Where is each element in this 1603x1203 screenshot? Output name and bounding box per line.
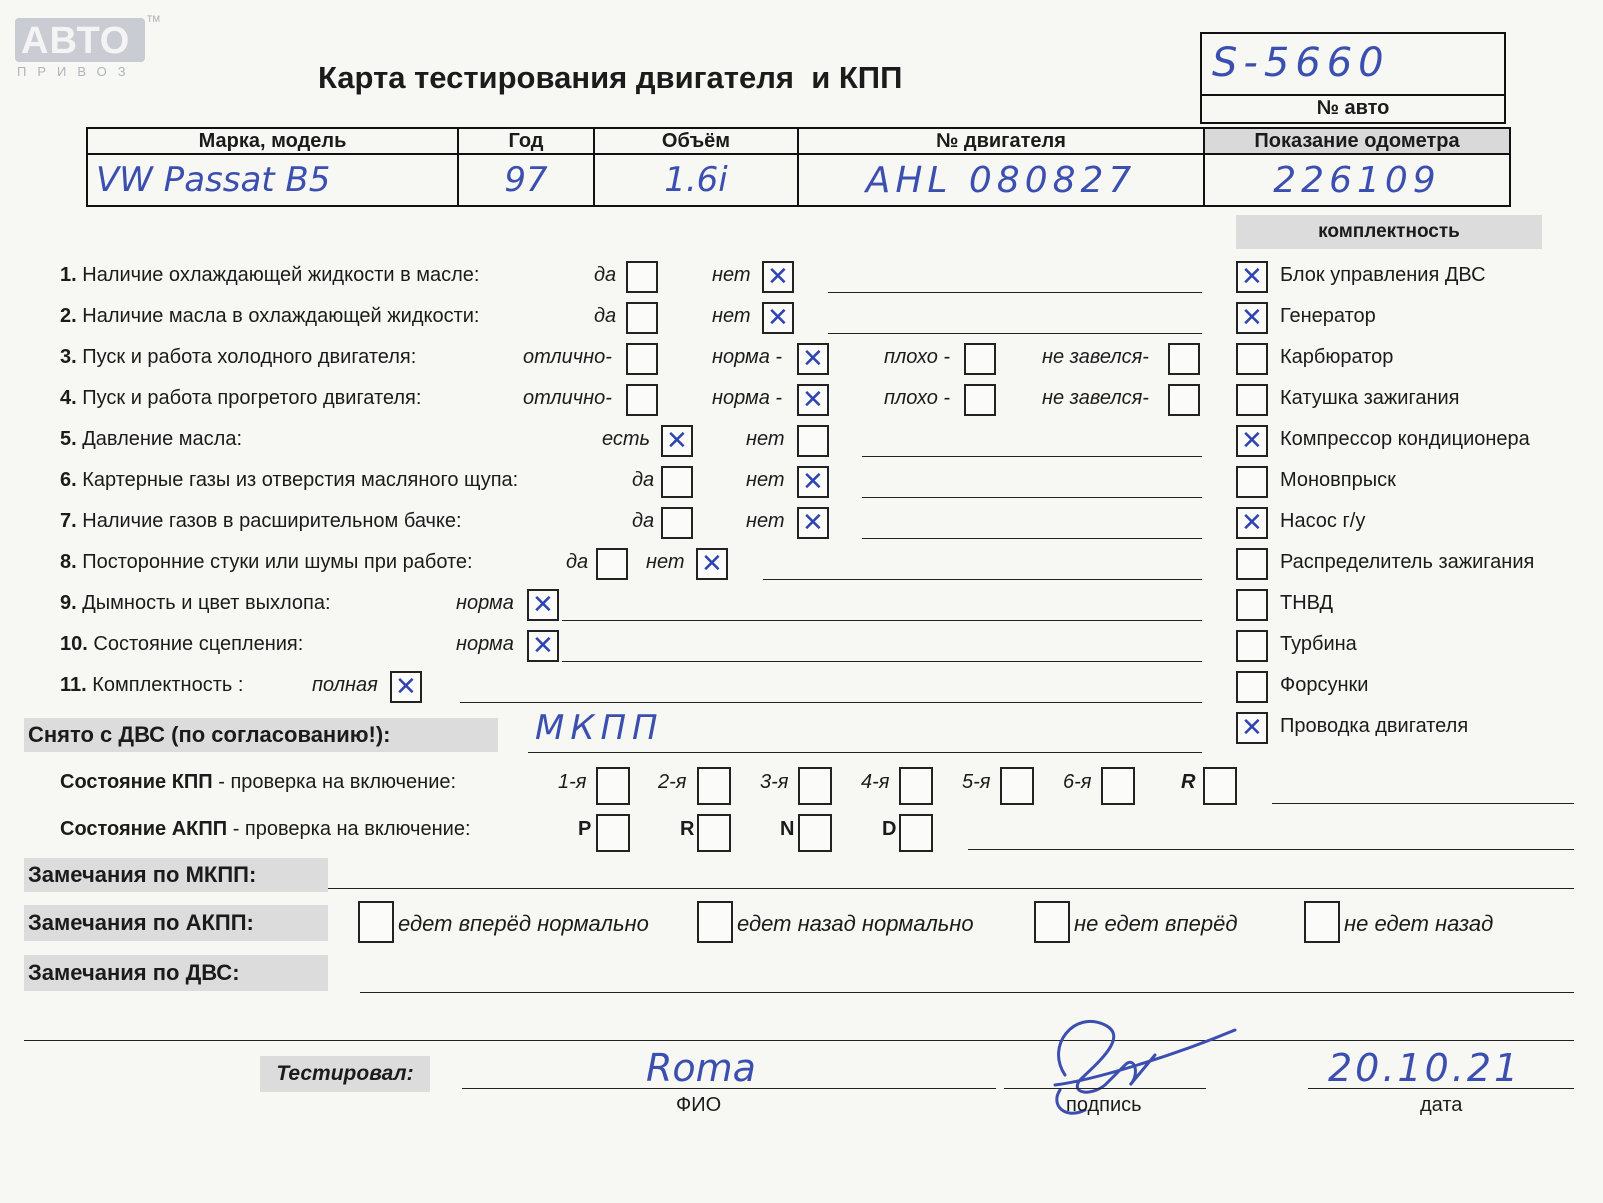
completeness-checkbox-generator[interactable] (1236, 302, 1268, 334)
q1-no-checkbox[interactable] (762, 261, 794, 293)
q8-yes-label: да (566, 551, 589, 573)
akpp-gear-d-label: D (882, 818, 897, 840)
kpp-gear-1-checkbox[interactable] (596, 767, 630, 805)
q10-normal-label: норма (456, 633, 514, 655)
akpp-forward-normal-checkbox[interactable] (358, 901, 394, 943)
q3-normal-label: норма - (712, 346, 783, 368)
akpp-gear-n-label: N (780, 818, 795, 840)
q11-full-label: полная (312, 674, 378, 696)
col-year: Год (458, 128, 594, 154)
completeness-checkbox-mono-injection[interactable] (1236, 466, 1268, 498)
question-5: 5. Давление масла: (60, 428, 242, 450)
q5-present-label: есть (602, 428, 651, 450)
vehicle-header-table (86, 127, 1511, 207)
tested-by-label: Тестировал: (260, 1056, 430, 1092)
q3-normal-checkbox[interactable] (797, 343, 829, 375)
q7-yes-label: да (632, 510, 655, 532)
q3-excellent-label: отлично- (523, 346, 612, 368)
q11-notes-line[interactable] (460, 702, 1202, 703)
name-line[interactable] (462, 1088, 996, 1089)
akpp-reverse-normal-checkbox[interactable] (697, 901, 733, 943)
q4-not-started-checkbox[interactable] (1168, 384, 1200, 416)
completeness-label-ps-pump: Насос г/у (1280, 510, 1366, 532)
akpp-no-forward-label: не едет вперёд (1074, 911, 1238, 936)
completeness-checkbox-ignition-coil[interactable] (1236, 384, 1268, 416)
question-11: 11. Комплектность : (60, 674, 244, 696)
col-odometer: Показание одометра (1204, 128, 1510, 154)
question-9: 9. Дымность и цвет выхлопа: (60, 592, 331, 614)
q2-no-checkbox[interactable] (762, 302, 794, 334)
kpp-gear-r-label: R (1181, 771, 1196, 793)
akpp-gear-r-label: R (680, 818, 695, 840)
q10-notes-line[interactable] (562, 661, 1202, 662)
remarks-dvs-label: Замечания по ДВС: (24, 955, 328, 991)
akpp-gear-p-checkbox[interactable] (596, 814, 630, 852)
question-6: 6. Картерные газы из отверстия масляного щупа: (60, 469, 519, 491)
engine-number-value: AHL 080827 (865, 159, 1137, 201)
signature-line[interactable] (1004, 1088, 1206, 1089)
q6-no-label: нет (746, 469, 785, 491)
q11-full-checkbox[interactable] (390, 671, 422, 703)
q1-no-label: нет (712, 264, 751, 286)
kpp-gear-3-label: 3-я (760, 771, 789, 793)
akpp-gear-d-checkbox[interactable] (899, 814, 933, 852)
brand-logo-text: АВТО (21, 20, 131, 62)
q2-no-label: нет (712, 305, 751, 327)
q9-normal-checkbox[interactable] (527, 589, 559, 621)
q2-yes-checkbox[interactable] (626, 302, 658, 334)
kpp-gear-5-checkbox[interactable] (1000, 767, 1034, 805)
q4-excellent-label: отлично- (523, 387, 612, 409)
brand-logo (15, 18, 145, 62)
tester-name: Roma (646, 1046, 756, 1090)
date-caption: дата (1420, 1094, 1463, 1116)
completeness-checkbox-ecu[interactable] (1236, 261, 1268, 293)
completeness-label-generator: Генератор (1280, 305, 1376, 327)
completeness-checkbox-carburetor[interactable] (1236, 343, 1268, 375)
q5-notes-line[interactable] (862, 456, 1202, 457)
volume-value: 1.6i (664, 160, 728, 200)
q3-not-started-label: не завелся- (1042, 346, 1149, 368)
q3-bad-checkbox[interactable] (964, 343, 996, 375)
completeness-label-mono-injection: Моновпрыск (1280, 469, 1396, 491)
completeness-label-carburetor: Карбюратор (1280, 346, 1394, 368)
kpp-gear-r-checkbox[interactable] (1203, 767, 1237, 805)
question-7: 7. Наличие газов в расширительном бачке: (60, 510, 462, 532)
completeness-checkbox-injectors[interactable] (1236, 671, 1268, 703)
kpp-gear-4-checkbox[interactable] (899, 767, 933, 805)
akpp-reverse-normal-label: едет назад нормально (737, 911, 974, 936)
completeness-label-distributor: Распределитель зажигания (1280, 551, 1535, 573)
q4-normal-label: норма - (712, 387, 783, 409)
kpp-gear-6-label: 6-я (1063, 771, 1092, 793)
brand-tm: TM (147, 14, 160, 24)
q4-bad-checkbox[interactable] (964, 384, 996, 416)
col-volume: Объём (594, 128, 798, 154)
q4-bad-label: плохо - (884, 387, 951, 409)
question-10: 10. Состояние сцепления: (60, 633, 304, 655)
q7-yes-checkbox[interactable] (661, 507, 693, 539)
completeness-label-injectors: Форсунки (1280, 674, 1369, 696)
q6-no-checkbox[interactable] (797, 466, 829, 498)
q4-excellent-checkbox[interactable] (626, 384, 658, 416)
akpp-no-reverse-checkbox[interactable] (1304, 901, 1340, 943)
q2-yes-label: да (594, 305, 617, 327)
auto-number-value: S-5660 (1212, 40, 1390, 86)
col-engine-number: № двигателя (798, 128, 1204, 154)
kpp-gear-3-checkbox[interactable] (798, 767, 832, 805)
kpp-gear-5-label: 5-я (962, 771, 991, 793)
completeness-header: комплектность (1236, 215, 1542, 249)
removed-line[interactable] (528, 752, 1202, 753)
signature-caption: подпись (1066, 1094, 1142, 1116)
q10-normal-checkbox[interactable] (527, 630, 559, 662)
completeness-label-engine-wiring: Проводка двигателя (1280, 715, 1469, 737)
completeness-label-turbine: Турбина (1280, 633, 1357, 655)
akpp-gear-n-checkbox[interactable] (798, 814, 832, 852)
q4-normal-checkbox[interactable] (797, 384, 829, 416)
q7-notes-line[interactable] (862, 538, 1202, 539)
name-caption: ФИО (676, 1094, 722, 1116)
q4-not-started-label: не завелся- (1042, 387, 1149, 409)
question-2: 2. Наличие масла в охлаждающей жидкости: (60, 305, 480, 327)
completeness-checkbox-ac-compressor[interactable] (1236, 425, 1268, 457)
test-date: 20.10.21 (1328, 1046, 1522, 1090)
col-make-model: Марка, модель (87, 128, 458, 154)
year-value: 97 (504, 160, 548, 200)
completeness-label-ac-compressor: Компрессор кондиционера (1280, 428, 1530, 450)
removed-value: МКПП (535, 708, 664, 748)
q3-excellent-checkbox[interactable] (626, 343, 658, 375)
q5-no-label: нет (746, 428, 785, 450)
q5-no-checkbox[interactable] (797, 425, 829, 457)
remarks-dvs-line-2[interactable] (24, 1040, 1574, 1041)
brand-subtitle: ПРИВОЗ (17, 64, 137, 79)
question-8: 8. Посторонние стуки или шумы при работе: (60, 551, 473, 573)
date-line[interactable] (1308, 1088, 1574, 1089)
page-title: Карта тестирования двигателя и КПП (318, 60, 903, 95)
completeness-checkbox-ps-pump[interactable] (1236, 507, 1268, 539)
kpp-gear-6-checkbox[interactable] (1101, 767, 1135, 805)
completeness-checkbox-injection-pump[interactable] (1236, 589, 1268, 621)
q2-notes-line[interactable] (828, 333, 1202, 334)
q7-no-checkbox[interactable] (797, 507, 829, 539)
akpp-label: Состояние АКПП - проверка на включение: (60, 818, 471, 840)
completeness-label-injection-pump: ТНВД (1280, 592, 1334, 614)
remarks-mkpp-label: Замечания по МКПП: (24, 858, 328, 892)
akpp-gear-p-label: P (578, 818, 592, 840)
akpp-notes-line[interactable] (968, 849, 1574, 850)
q9-notes-line[interactable] (562, 620, 1202, 621)
q3-not-started-checkbox[interactable] (1168, 343, 1200, 375)
q8-yes-checkbox[interactable] (596, 548, 628, 580)
q8-notes-line[interactable] (763, 579, 1202, 580)
remarks-dvs-line[interactable] (360, 992, 1574, 993)
odometer-value: 226109 (1273, 159, 1441, 201)
question-3: 3. Пуск и работа холодного двигателя: (60, 346, 417, 368)
remarks-mkpp-line[interactable] (328, 888, 1574, 889)
kpp-label: Состояние КПП - проверка на включение: (60, 771, 457, 793)
completeness-checkbox-turbine[interactable] (1236, 630, 1268, 662)
q1-yes-label: да (594, 264, 617, 286)
q9-normal-label: норма (456, 592, 514, 614)
kpp-gear-2-label: 2-я (658, 771, 687, 793)
q1-yes-checkbox[interactable] (626, 261, 658, 293)
kpp-gear-2-checkbox[interactable] (697, 767, 731, 805)
question-1: 1. Наличие охлаждающей жидкости в масле: (60, 264, 480, 286)
akpp-gear-r-checkbox[interactable] (697, 814, 731, 852)
q5-present-checkbox[interactable] (661, 425, 693, 457)
q8-no-label: нет (646, 551, 685, 573)
remarks-akpp-label: Замечания по АКПП: (24, 905, 328, 941)
q6-yes-checkbox[interactable] (661, 466, 693, 498)
akpp-no-forward-checkbox[interactable] (1034, 901, 1070, 943)
completeness-checkbox-engine-wiring[interactable] (1236, 712, 1268, 744)
q3-bad-label: плохо - (884, 346, 951, 368)
kpp-gear-4-label: 4-я (861, 771, 890, 793)
q7-no-label: нет (746, 510, 785, 532)
question-4: 4. Пуск и работа прогретого двигателя: (60, 387, 422, 409)
q6-notes-line[interactable] (862, 497, 1202, 498)
auto-number-box (1200, 32, 1506, 124)
make-model-value: VW Passat B5 (96, 160, 331, 200)
completeness-checkbox-distributor[interactable] (1236, 548, 1268, 580)
q6-yes-label: да (632, 469, 655, 491)
kpp-notes-line[interactable] (1272, 803, 1574, 804)
removed-label: Снято с ДВС (по согласованию!): (24, 718, 498, 752)
akpp-forward-normal-label: едет вперёд нормально (398, 911, 649, 936)
completeness-label-ignition-coil: Катушка зажигания (1280, 387, 1460, 409)
auto-number-label: № авто (1316, 97, 1390, 119)
q1-notes-line[interactable] (828, 292, 1202, 293)
completeness-label-ecu: Блок управления ДВС (1280, 264, 1486, 286)
kpp-gear-1-label: 1-я (558, 771, 587, 793)
q8-no-checkbox[interactable] (696, 548, 728, 580)
akpp-no-reverse-label: не едет назад (1344, 911, 1494, 936)
